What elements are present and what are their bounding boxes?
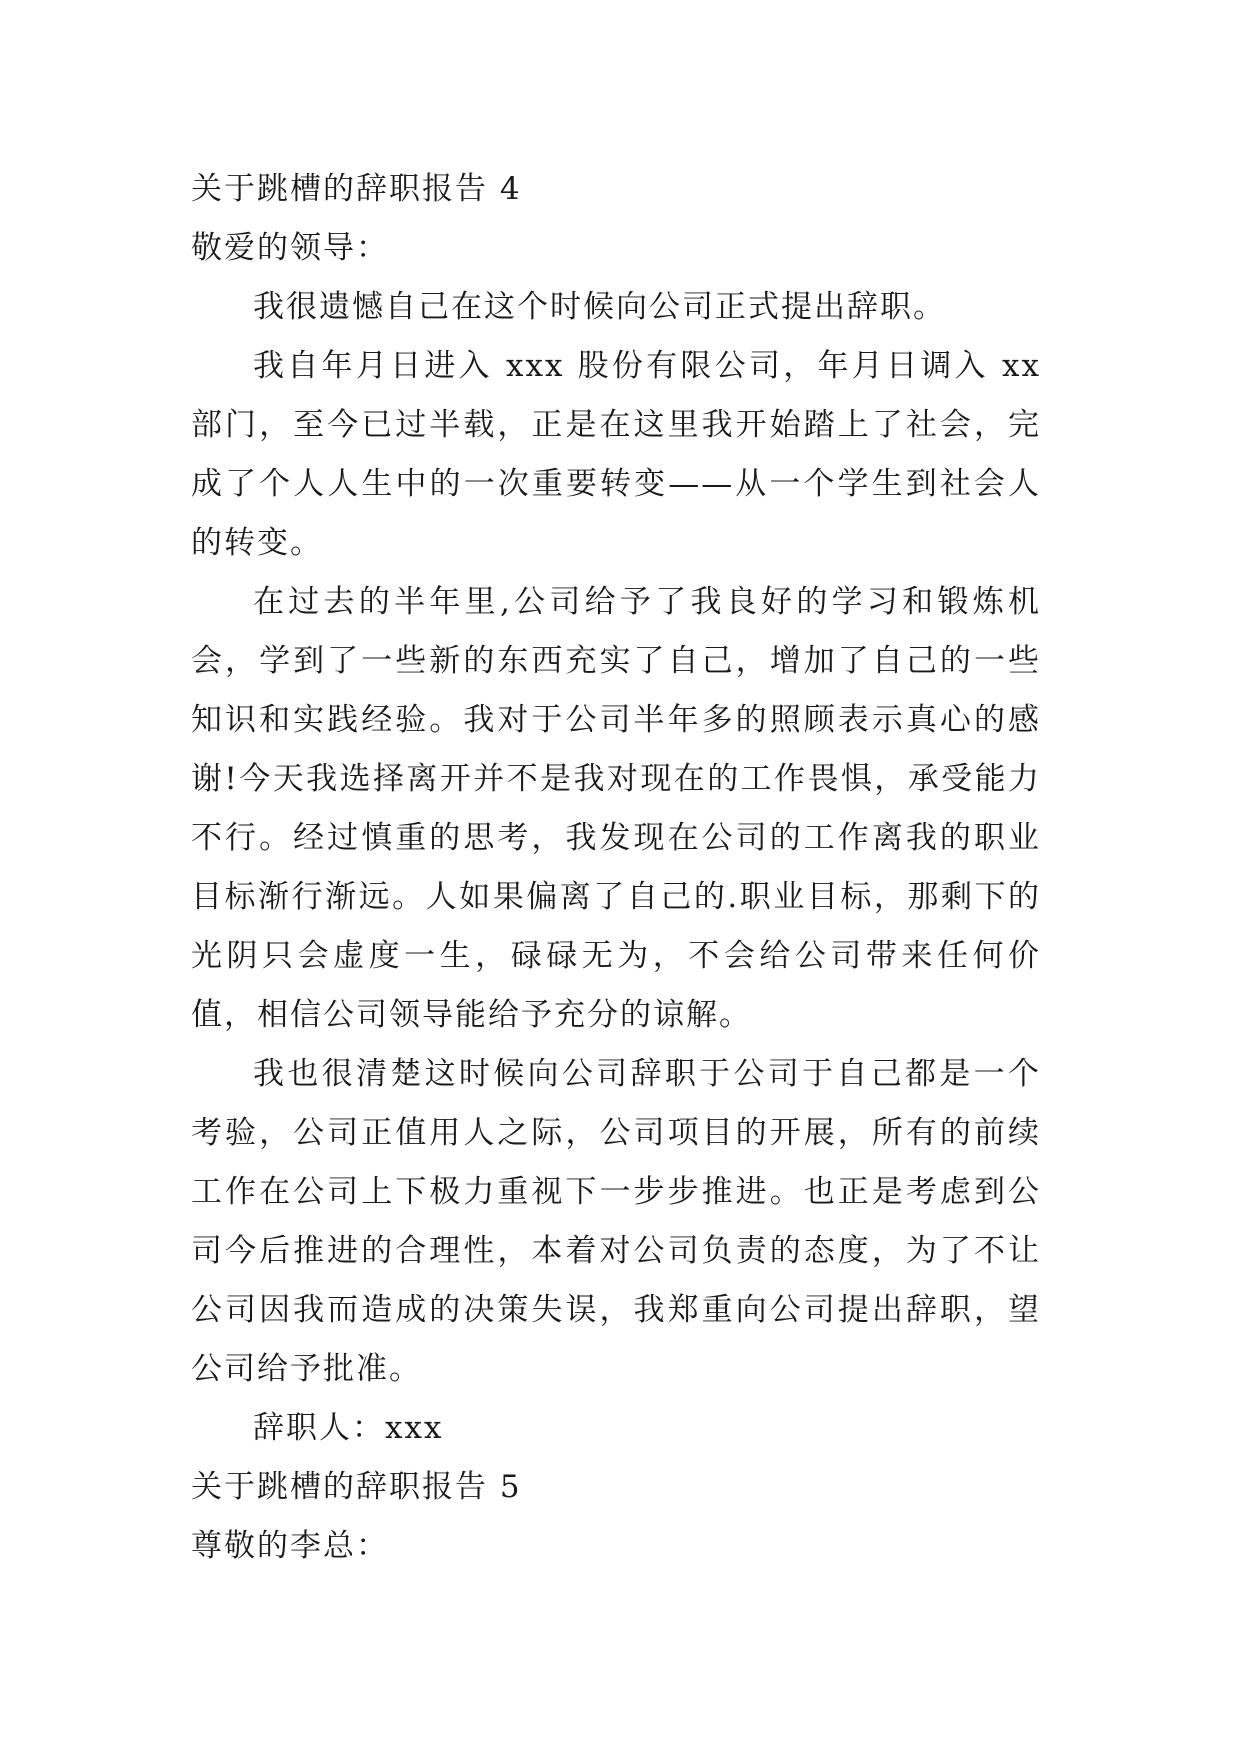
salutation-5: 尊敬的李总： (191, 1528, 389, 1564)
report-title-5: 关于跳槽的辞职报告 5 (191, 1469, 522, 1505)
document-body (191, 160, 1041, 1576)
salutation-4: 敬爱的领导： (191, 230, 389, 266)
paragraph-4: 我也很清楚这时候向公司辞职于公司于自己都是一个考验，公司正值用人之际，公司项目的开展，所有的前续工作在公司上下极力重视下一步步推进。也正是考虑到公司今后推进的合理性，本着对公司负责的态度，为了不让公司因我而造成的决策失误，我郑重向公司提出辞职，望公司给予批准。 (191, 1056, 1041, 1387)
paragraph-2: 我自年月日进入 xxx 股份有限公司，年月日调入 xx 部门，至今已过半载，正是在这里我开始踏上了社会，完成了个人人生中的一次重要转变——从一个学生到社会人的转变。 (191, 348, 1041, 561)
paragraph-3: 在过去的半年里,公司给予了我良好的学习和锻炼机会，学到了一些新的东西充实了自己，增加了自己的一些知识和实践经验。我对于公司半年多的照顾表示真心的感谢!今天我选择离开并不是我对现在的工作畏惧，承受能力不行。经过慎重的思考，我发现在公司的工作离我的职业目标渐行渐远。人如果偏离了自己的.职业目标，那剩下的光阴只会虚度一生，碌碌无为，不会给公司带来任何价值，相信公司领导能给予充分的谅解。 (191, 584, 1041, 1033)
paragraph-1: 我很遗憾自己在这个时候向公司正式提出辞职。 (253, 289, 946, 325)
signature-4: 辞职人：xxx (253, 1410, 444, 1446)
report-title-4: 关于跳槽的辞职报告 4 (191, 171, 522, 207)
